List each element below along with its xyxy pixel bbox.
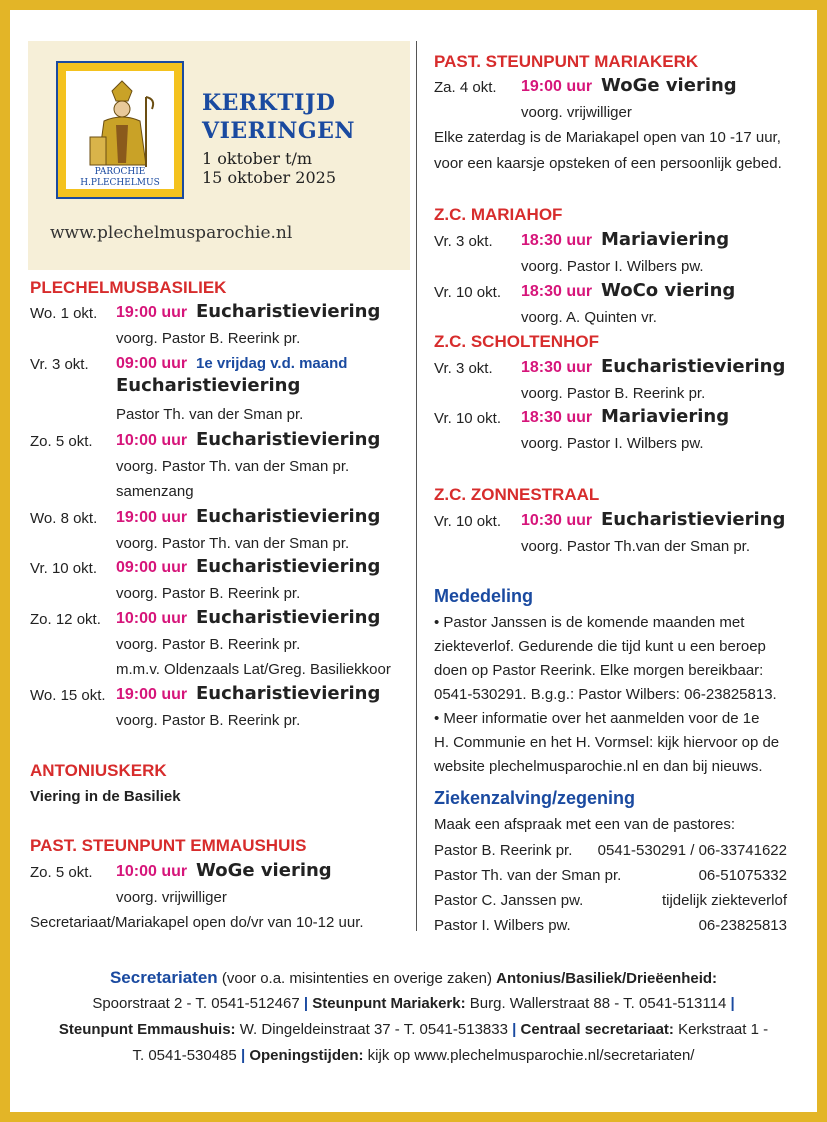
- service-time: 18:30 uur: [521, 283, 593, 300]
- mariakerk-note-2: voor een kaarsje opsteken of een persoonlijk gebed.: [434, 155, 782, 172]
- pastor-phone: 0541-530291 / 06-33741622: [597, 842, 787, 859]
- service-name: WoGe viering: [196, 860, 332, 881]
- section-heading-mariahof: Z.C. MARIAHOF: [434, 205, 563, 224]
- service-name: WoGe viering: [601, 75, 737, 96]
- parish-logo: [56, 61, 184, 199]
- service-leader: voorg. Pastor Th. van der Sman pr.: [116, 535, 350, 552]
- service-leader: voorg. vrijwilliger: [116, 889, 227, 906]
- footer-openingstijden-link[interactable]: kijk op www.plechelmusparochie.nl/secretariaten/: [363, 1047, 695, 1064]
- title-line-2: VIERINGEN: [202, 118, 355, 144]
- footer-mariakerk-label: Steunpunt Mariakerk:: [312, 995, 466, 1012]
- pastor-phone: 06-23825813: [698, 917, 787, 934]
- pastor-name: Pastor I. Wilbers pw.: [434, 917, 571, 934]
- logo-text-2: H.PLECHELMUS: [80, 178, 160, 188]
- service-leader: voorg. Pastor B. Reerink pr.: [116, 712, 301, 729]
- service-leader: voorg. Pastor I. Wilbers pw.: [521, 258, 704, 275]
- saint-figure-icon: [76, 77, 168, 171]
- service-time: 09:00 uur: [116, 355, 188, 372]
- service-date: Wo. 15 okt.: [30, 687, 106, 704]
- service-time: 09:00 uur: [116, 559, 188, 576]
- pastor-name: Pastor Th. van der Sman pr.: [434, 867, 622, 884]
- service-leader: voorg. Pastor Th. van der Sman pr.: [116, 458, 350, 475]
- service-time: 19:00 uur: [116, 686, 188, 703]
- footer-separator: |: [240, 1047, 246, 1064]
- service-name: Eucharistieviering: [196, 556, 381, 577]
- service-name: WoCo viering: [601, 280, 736, 301]
- service-date: Zo. 5 okt.: [30, 864, 93, 881]
- footer-line-3: [30, 1017, 797, 1043]
- footer-secretariaten-note: (voor o.a. misintenties en overige zaken): [217, 970, 497, 987]
- mededeling-line: doen op Pastor Reerink. Elke morgen bereikbaar:: [434, 662, 764, 679]
- service-date: Vr. 3 okt.: [434, 360, 493, 377]
- date-line-1: 1 oktober t/m: [202, 149, 313, 168]
- pastor-name: Pastor C. Janssen pw.: [434, 892, 584, 909]
- service-leader: Pastor Th. van der Sman pr.: [116, 406, 304, 423]
- service-date: Zo. 5 okt.: [30, 433, 93, 450]
- service-date: Wo. 8 okt.: [30, 510, 98, 527]
- service-leader: voorg. Pastor B. Reerink pr.: [116, 636, 301, 653]
- ziekenzalving-intro: Maak een afspraak met een van de pastores:: [434, 816, 736, 833]
- mededeling-line: 0541-530291. B.g.g.: Pastor Wilbers: 06-23825813.: [434, 686, 777, 703]
- website-url[interactable]: www.plechelmusparochie.nl: [50, 223, 293, 243]
- service-date: Zo. 12 okt.: [30, 611, 101, 628]
- service-name: Eucharistieviering: [196, 429, 381, 450]
- section-heading-emmaushuis: PAST. STEUNPUNT EMMAUSHUIS: [30, 836, 307, 855]
- section-heading-scholtenhof: Z.C. SCHOLTENHOF: [434, 332, 599, 351]
- service-date: Za. 4 okt.: [434, 79, 497, 96]
- service-note: m.m.v. Oldenzaals Lat/Greg. Basiliekkoor: [116, 661, 391, 678]
- mededeling-line: • Meer informatie over het aanmelden voor de 1e: [434, 710, 760, 727]
- footer-line-2: [30, 991, 797, 1017]
- ziekenzalving-heading: Ziekenzalving/zegening: [434, 788, 636, 808]
- service-name: Eucharistieviering: [196, 301, 381, 322]
- footer-antonius-address: Spoorstraat 2 - T. 0541-512467: [92, 995, 300, 1012]
- title-line-1: KERKTIJD: [202, 90, 336, 116]
- footer-emmaus-label: Steunpunt Emmaushuis:: [58, 1021, 236, 1038]
- service-name: Eucharistieviering: [196, 683, 381, 704]
- pastor-phone: tijdelijk ziekteverlof: [661, 892, 787, 909]
- footer-separator: |: [303, 995, 309, 1012]
- service-date: Vr. 10 okt.: [434, 410, 501, 427]
- service-time: 10:30 uur: [521, 512, 593, 529]
- section-heading-zonnestraal: Z.C. ZONNESTRAAL: [434, 485, 600, 504]
- footer-emmaus-address: W. Dingeldeinstraat 37 - T. 0541-513833: [235, 1021, 508, 1038]
- mededeling-line: H. Communie en het H. Vormsel: kijk hiervoor op de: [434, 734, 780, 751]
- service-time: 10:00 uur: [116, 610, 188, 627]
- footer-secretariaten-label: Secretariaten: [109, 968, 218, 987]
- mariakerk-note-1: Elke zaterdag is de Mariakapel open van 10 -17 uur,: [434, 129, 781, 146]
- service-name: Eucharistieviering: [196, 506, 381, 527]
- footer-separator: |: [512, 1021, 517, 1038]
- mededeling-line: website plechelmusparochie.nl en dan bij nieuws.: [434, 758, 763, 775]
- footer-separator: |: [730, 995, 735, 1012]
- logo-text-1: PAROCHIE: [94, 167, 146, 177]
- service-time: 18:30 uur: [521, 409, 593, 426]
- section-heading-mariakerk: PAST. STEUNPUNT MARIAKERK: [434, 52, 699, 71]
- section-heading-antonius: ANTONIUSKERK: [30, 761, 167, 780]
- service-extra-note: 1e vrijdag v.d. maand: [196, 355, 348, 372]
- service-name: Mariaviering: [601, 406, 730, 427]
- service-leader: voorg. vrijwilliger: [521, 104, 632, 121]
- column-divider: [416, 41, 417, 931]
- section-heading-basiliek: PLECHELMUSBASILIEK: [30, 278, 227, 297]
- page: [10, 10, 817, 1112]
- header-box: [28, 41, 410, 270]
- service-leader: voorg. Pastor B. Reerink pr.: [116, 585, 301, 602]
- page-title: [202, 89, 355, 145]
- mededeling-heading: Mededeling: [434, 586, 534, 606]
- footer-centraal-phone: T. 0541-530485: [132, 1047, 237, 1064]
- date-range: [202, 149, 336, 187]
- service-name: Eucharistieviering: [601, 509, 786, 530]
- service-time: 18:30 uur: [521, 359, 593, 376]
- service-note: samenzang: [116, 483, 194, 500]
- footer-antonius-label: Antonius/Basiliek/Drieëenheid:: [496, 970, 718, 987]
- pastor-phone: 06-51075332: [698, 867, 787, 884]
- service-name: Eucharistieviering: [116, 375, 301, 396]
- service-time: 19:00 uur: [521, 78, 593, 95]
- service-date: Vr. 10 okt.: [30, 560, 97, 577]
- service-time: 19:00 uur: [116, 509, 188, 526]
- service-leader: voorg. Pastor Th.van der Sman pr.: [521, 538, 751, 555]
- service-date: Wo. 1 okt.: [30, 305, 98, 322]
- footer-line-1: [30, 965, 797, 992]
- service-date: Vr. 3 okt.: [30, 356, 89, 373]
- footer-centraal-address: Kerkstraat 1 -: [673, 1021, 769, 1038]
- service-time: 10:00 uur: [116, 432, 188, 449]
- service-leader: voorg. Pastor I. Wilbers pw.: [521, 435, 704, 452]
- mededeling-line: • Pastor Janssen is de komende maanden met: [434, 614, 745, 631]
- date-line-2: 15 oktober 2025: [202, 168, 336, 187]
- footer-line-4: [30, 1043, 797, 1069]
- service-time: 19:00 uur: [116, 304, 188, 321]
- service-leader: voorg. Pastor B. Reerink pr.: [521, 385, 706, 402]
- service-date: Vr. 10 okt.: [434, 513, 501, 530]
- service-leader: voorg. A. Quinten vr.: [521, 309, 657, 326]
- antonius-note: Viering in de Basiliek: [30, 788, 181, 805]
- emmaushuis-note: Secretariaat/Mariakapel open do/vr van 10-12 uur.: [30, 914, 364, 931]
- mededeling-line: ziekteverlof. Gedurende die tijd kunt u een beroep: [434, 638, 766, 655]
- service-time: 10:00 uur: [116, 863, 188, 880]
- service-name: Mariaviering: [601, 229, 730, 250]
- service-date: Vr. 10 okt.: [434, 284, 501, 301]
- service-name: Eucharistieviering: [601, 356, 786, 377]
- footer-centraal-label: Centraal secretariaat:: [520, 1021, 674, 1038]
- pastor-name: Pastor B. Reerink pr.: [434, 842, 573, 859]
- footer-mariakerk-address: Burg. Wallerstraat 88 - T. 0541-513114: [465, 995, 727, 1012]
- service-date: Vr. 3 okt.: [434, 233, 493, 250]
- service-time: 18:30 uur: [521, 232, 593, 249]
- service-leader: voorg. Pastor B. Reerink pr.: [116, 330, 301, 347]
- footer-openingstijden-label: Openingstijden:: [249, 1047, 364, 1064]
- service-name: Eucharistieviering: [196, 607, 381, 628]
